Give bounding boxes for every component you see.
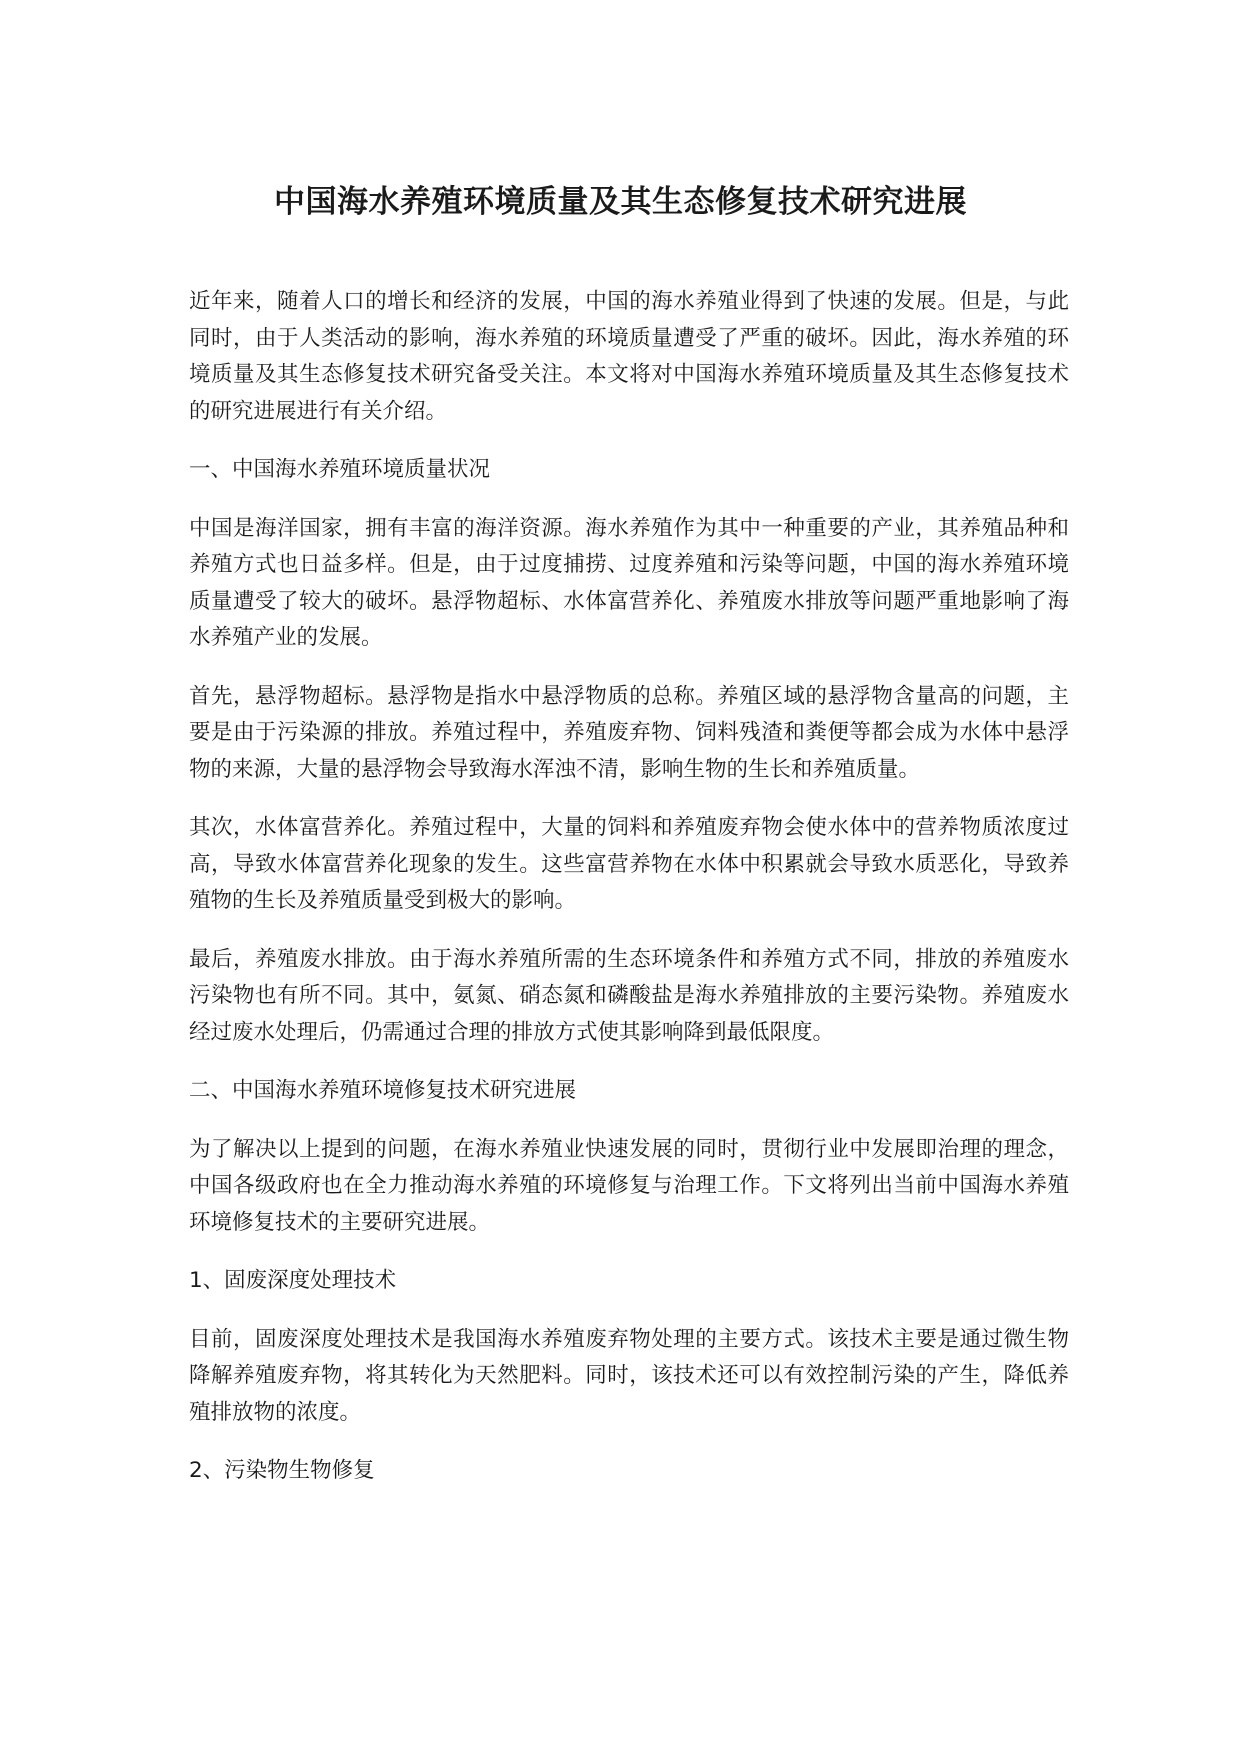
document-title: 中国海水养殖环境质量及其生态修复技术研究进展 bbox=[274, 184, 967, 220]
paragraph-suspended-solids: 首先，悬浮物超标。悬浮物是指水中悬浮物质的总称。养殖区域的悬浮物含量高的问题，主要是由于污染源的排放。养殖过程中，养殖废弃物、饲料残渣和粪便等都会成为水体中悬浮物的来源，大量的悬浮物会导致海水浑浊不清，影响生物的生长和养殖质量。 bbox=[189, 683, 1069, 782]
paragraph-eutrophication: 其次，水体富营养化。养殖过程中，大量的饲料和养殖废弃物会使水体中的营养物质浓度过高，导致水体富营养化现象的发生。这些富营养物在水体中积累就会导致水质恶化，导致养殖物的生长及养殖质量受到极大的影响。 bbox=[189, 815, 1069, 913]
document-body bbox=[189, 284, 1069, 1512]
subsection-heading-2: 2、污染物生物修复 bbox=[189, 1458, 375, 1483]
subsection-heading-1: 1、固废深度处理技术 bbox=[189, 1268, 397, 1293]
intro-paragraph: 近年来，随着人口的增长和经济的发展，中国的海水养殖业得到了快速的发展。但是，与此同时，由于人类活动的影响，海水养殖的环境质量遭受了严重的破坏。因此，海水养殖的环境质量及其生态修复技术研究备受关注。本文将对中国海水养殖环境质量及其生态修复技术的研究进展进行有关介绍。 bbox=[189, 289, 1069, 424]
section-heading-2: 二、中国海水养殖环境修复技术研究进展 bbox=[189, 1078, 577, 1103]
paragraph-overview: 中国是海洋国家，拥有丰富的海洋资源。海水养殖作为其中一种重要的产业，其养殖品种和养殖方式也日益多样。但是，由于过度捕捞、过度养殖和污染等问题，中国的海水养殖环境质量遭受了较大的破坏。悬浮物超标、水体富营养化、养殖废水排放等问题严重地影响了海水养殖产业的发展。 bbox=[189, 515, 1069, 650]
section-heading-1: 一、中国海水养殖环境质量状况 bbox=[189, 457, 491, 482]
paragraph-solid-waste: 目前，固废深度处理技术是我国海水养殖废弃物处理的主要方式。该技术主要是通过微生物降解养殖废弃物，将其转化为天然肥料。同时，该技术还可以有效控制污染的产生，降低养殖排放物的浓度。 bbox=[189, 1326, 1069, 1425]
paragraph-wastewater: 最后，养殖废水排放。由于海水养殖所需的生态环境条件和养殖方式不同，排放的养殖废水污染物也有所不同。其中，氨氮、硝态氮和磷酸盐是海水养殖排放的主要污染物。养殖废水经过废水处理后，仍需通过合理的排放方式使其影响降到最低限度。 bbox=[189, 946, 1069, 1045]
paragraph-remediation-intro: 为了解决以上提到的问题，在海水养殖业快速发展的同时，贯彻行业中发展即治理的理念，中国各级政府也在全力推动海水养殖的环境修复与治理工作。下文将列出当前中国海水养殖环境修复技术的主要研究进展。 bbox=[189, 1136, 1069, 1235]
